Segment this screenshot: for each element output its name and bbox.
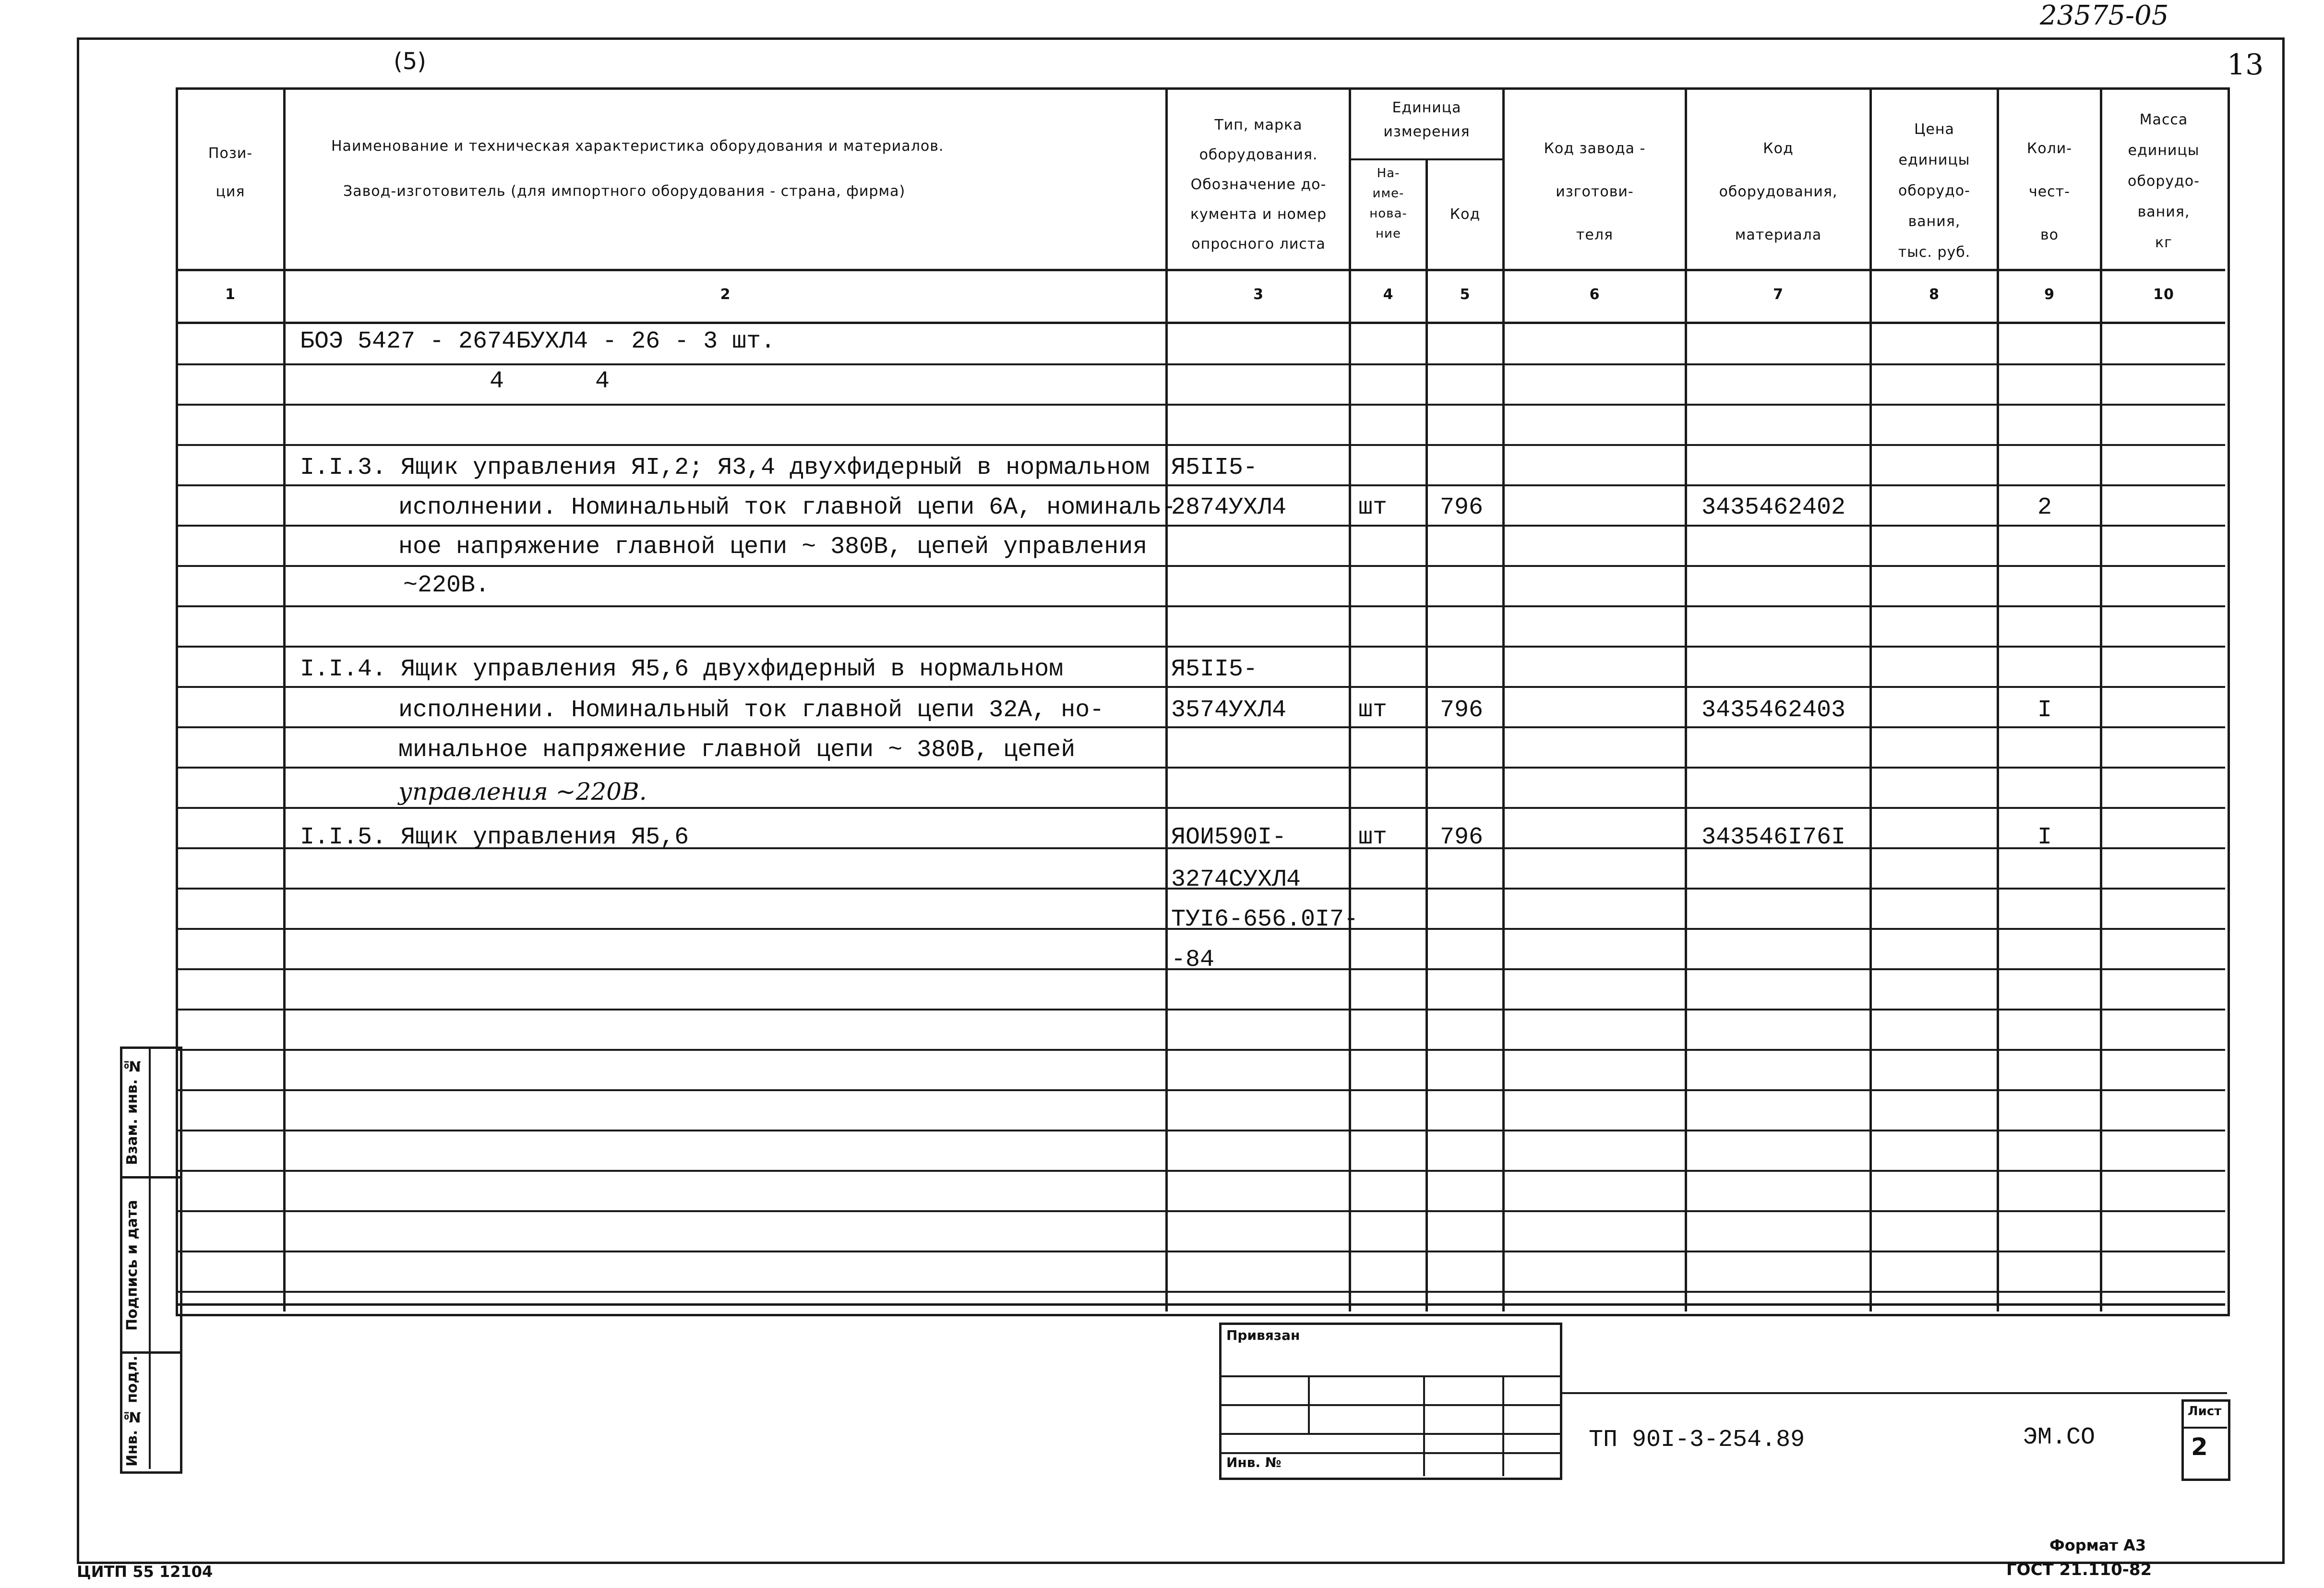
row-rule [176, 1170, 2225, 1172]
colnum-3: 3 [1253, 286, 1264, 303]
header-col6: Код завода - изготови- теля [1544, 140, 1646, 243]
item115-type1: ЯОИ590I- [1171, 824, 1287, 851]
privyazan-label: Привязан [1226, 1327, 1300, 1343]
footer-left: ЦИТП 55 12104 [77, 1563, 213, 1581]
row-rule [176, 646, 2225, 648]
item113-qty: 2 [2037, 494, 2052, 521]
item115-line1: I.I.5. Ящик управления Я5,6 [300, 824, 689, 851]
header-col2-line2: Завод-изготовитель (для импортного оборудования - страна, фирма) [343, 183, 906, 200]
row-rule [176, 605, 2225, 607]
item113-line3: ное напряжение главной цепи ~ 380В, цепей управления [398, 533, 1148, 561]
item114-equip-code: 3435462403 [1701, 697, 1846, 724]
row-rule [176, 1049, 2225, 1051]
row-rule [176, 1009, 2225, 1011]
row-boe-text: БОЭ 5427 - 2674БУХЛ4 - 26 - 3 шт. [300, 328, 776, 355]
item115-type2: 3274СУХЛ4 [1171, 866, 1301, 893]
pb-h2 [1219, 1404, 1560, 1406]
header-col9: Коли- чест- во [2026, 140, 2072, 243]
vline-c4 [1426, 158, 1428, 1311]
row-rule [176, 444, 2225, 446]
doc-code: ТП 90I-3-254.89 [1589, 1426, 1805, 1454]
row-rule [176, 1251, 2225, 1252]
item114-qty: I [2037, 697, 2052, 724]
item115-equip-code: 343546I76I [1701, 824, 1846, 851]
item114-type2: 3574УХЛ4 [1171, 697, 1287, 724]
footer-format: Формат А3 [2049, 1536, 2146, 1554]
item114-unit: шт [1358, 697, 1388, 724]
row-rule [176, 404, 2225, 406]
tb-code-top [1560, 1392, 2227, 1394]
header-col10: Масса единицы оборудо- вания, кг [2128, 111, 2200, 251]
header-col7: Код оборудования, материала [1719, 140, 1838, 243]
item113-code: 796 [1440, 494, 1484, 521]
colnum-5: 5 [1460, 286, 1471, 303]
side-label-vzam: Взам. инв. № [124, 1057, 141, 1166]
row-rule [176, 1089, 2225, 1091]
row-rule [176, 1291, 2225, 1293]
header-col1: Пози- ция [208, 145, 253, 200]
item114-code: 796 [1440, 697, 1484, 724]
header-col2-line1: Наименование и техническая характеристика оборудования и материалов. [331, 138, 944, 155]
item113-line2: исполнении. Номинальный ток главной цепи 6А, номиналь- [398, 494, 1176, 521]
item113-line4: ~220В. [403, 572, 490, 599]
colnum-2: 2 [720, 286, 731, 303]
side-label-podpis: Подпись и дата [124, 1200, 141, 1331]
header-col5: Код [1450, 206, 1481, 223]
pb-v3 [1502, 1375, 1504, 1476]
side-label-inv: Инв. № подл. [124, 1355, 141, 1467]
colnum-6: 6 [1589, 286, 1600, 303]
header-col4: На- име- нова- ние [1369, 166, 1407, 241]
sheet-label: Лист [2188, 1404, 2222, 1419]
sheet-box-div [2181, 1427, 2227, 1429]
item115-type4: -84 [1171, 946, 1215, 974]
corner-stamp: 23575-05 [2040, 0, 2169, 31]
sheet-number: 2 [2191, 1433, 2208, 1461]
item114-line3: минальное напряжение главной цепи ~ 380В, цепей [398, 736, 1076, 764]
item113-type1: Я5II5- [1171, 454, 1258, 481]
item114-line4: управления ~220В. [398, 778, 647, 806]
header-col3: Тип, марка оборудования. Обозначение до- кумента и номер опросного листа [1190, 117, 1327, 253]
row-boe-sub: 4 4 [490, 368, 610, 395]
tb-top [176, 1303, 2225, 1306]
colnum-7: 7 [1773, 286, 1784, 303]
colnum-4: 4 [1383, 286, 1394, 303]
page-marker: (5) [394, 48, 426, 75]
doc-mark: ЭМ.СО [2023, 1424, 2096, 1451]
colnum-9: 9 [2044, 286, 2055, 303]
pb-h4 [1219, 1452, 1560, 1454]
item114-line2: исполнении. Номинальный ток главной цепи 32А, но- [398, 697, 1104, 724]
item113-type2: 2874УХЛ4 [1171, 494, 1287, 521]
pb-v1 [1308, 1375, 1310, 1433]
item115-type3: ТУI6-656.0I7- [1171, 906, 1359, 933]
side-vline [149, 1047, 151, 1469]
row-rule [176, 1130, 2225, 1131]
item113-equip-code: 3435462402 [1701, 494, 1846, 521]
hline-unit-sub [1349, 158, 1505, 160]
item114-type1: Я5II5- [1171, 656, 1258, 683]
colnum-8: 8 [1929, 286, 1940, 303]
inv-no-label: Инв. № [1226, 1455, 1282, 1470]
row-rule [176, 363, 2225, 365]
row-rule [176, 1210, 2225, 1212]
item115-qty: I [2037, 824, 2052, 851]
header-col8: Цена единицы оборудо- вания, тыс. руб. [1898, 121, 1971, 261]
colnum-1: 1 [225, 286, 236, 303]
row-rule [176, 807, 2225, 809]
item114-line1: I.I.4. Ящик управления Я5,6 двухфидерный в нормальном [300, 656, 1064, 683]
item115-code: 796 [1440, 824, 1484, 851]
footer-gost: ГОСТ 21.110-82 [2006, 1560, 2152, 1579]
pb-h1 [1219, 1375, 1560, 1377]
pb-h3 [1219, 1433, 1560, 1435]
hline-header-bottom [176, 269, 2225, 271]
item113-line1: I.I.3. Ящик управления ЯI,2; Я3,4 двухфидерный в нормальном [300, 454, 1150, 481]
colnum-10: 10 [2153, 286, 2174, 303]
sheet-mark: 13 [2227, 48, 2264, 82]
pb-v2 [1423, 1375, 1425, 1476]
item115-unit: шт [1358, 824, 1388, 851]
header-col45-group: Единица измерения [1383, 99, 1470, 140]
item113-unit: шт [1358, 494, 1388, 521]
